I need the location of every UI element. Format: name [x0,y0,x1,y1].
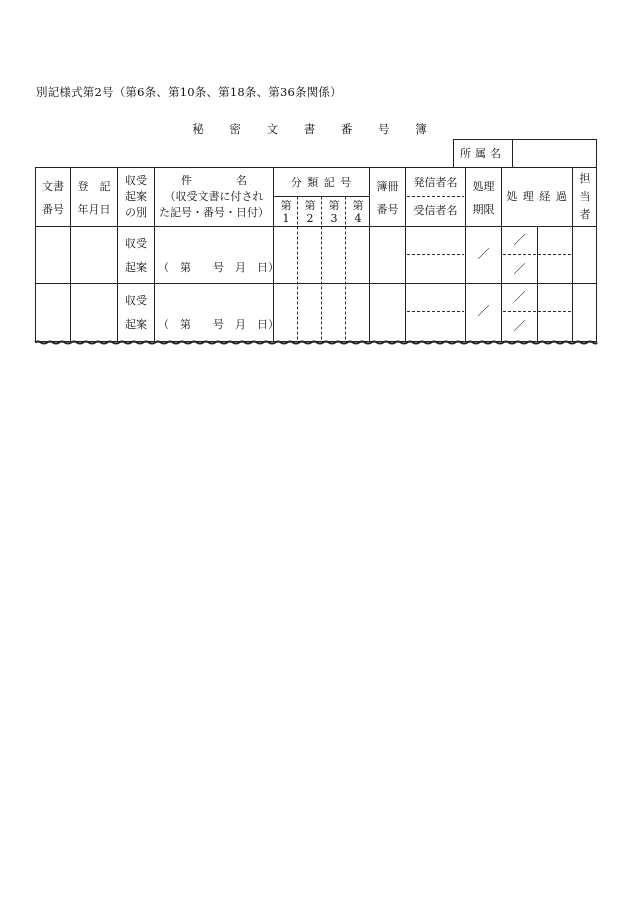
header-doc-no-line1: 文書 [42,180,64,193]
header-class-1b: 1 [282,212,290,225]
row1-recv: 収受 [125,237,147,250]
header-charge-line3: 者 [579,208,591,221]
document-title: 秘 密 文 書 番 号 簿 [192,122,438,136]
header-class-title: 分 類 記 号 [290,176,353,189]
row2-progress-slash-top: ／ [513,290,526,304]
header-limit-line2: 期限 [472,203,495,216]
header-class-4a: 第 [352,199,364,212]
row1-limit-slash: ／ [477,247,490,261]
header-charge-line1: 担 [579,172,591,185]
header-sender: 発信者名 [413,176,458,189]
row1-progress-slash-top: ／ [513,233,526,247]
header-charge-line2: 当 [579,190,591,203]
header-book-line1: 簿冊 [376,180,399,193]
header-reg-line2: 年月日 [77,203,111,216]
header-class-3b: 3 [330,212,338,225]
row2-limit-slash: ／ [477,304,490,318]
header-recv-line3: の別 [125,206,147,219]
header-subject-line1: 件 名 [181,174,247,187]
header-subject-line3: た記号・番号・日付） [159,206,269,219]
row2-recv: 収受 [125,294,147,307]
header-limit-line1: 処理 [472,180,495,193]
header-book-line2: 番号 [376,203,399,216]
row1-draft: 起案 [125,261,147,274]
header-class-3a: 第 [328,199,340,212]
header-recv-line2: 起案 [125,190,147,203]
form-caption: 別記様式第2号（第6条、第10条、第18条、第36条関係） [36,85,342,99]
header-reg-line1: 登 記 [77,180,111,193]
header-receiver: 受信者名 [413,204,458,217]
row2-progress-slash-bottom: ／ [513,319,526,333]
header-doc-no-line2: 番号 [42,203,64,216]
row1-subject-paren: （ 第 号 月 日） [158,261,279,274]
header-class-2a: 第 [304,199,316,212]
affiliation-label: 所属名 [453,139,513,167]
header-class-4b: 4 [354,212,362,225]
header-progress: 処 理 経 過 [506,190,568,203]
header-subject-line2: （収受文書に付され [164,190,264,203]
row2-subject-paren: （ 第 号 月 日） [158,318,279,331]
row2-draft: 起案 [125,318,147,331]
header-class-2b: 2 [306,212,314,225]
header-recv-line1: 収受 [125,174,147,187]
header-class-1a: 第 [280,199,292,212]
row1-progress-slash-bottom: ／ [513,262,526,276]
